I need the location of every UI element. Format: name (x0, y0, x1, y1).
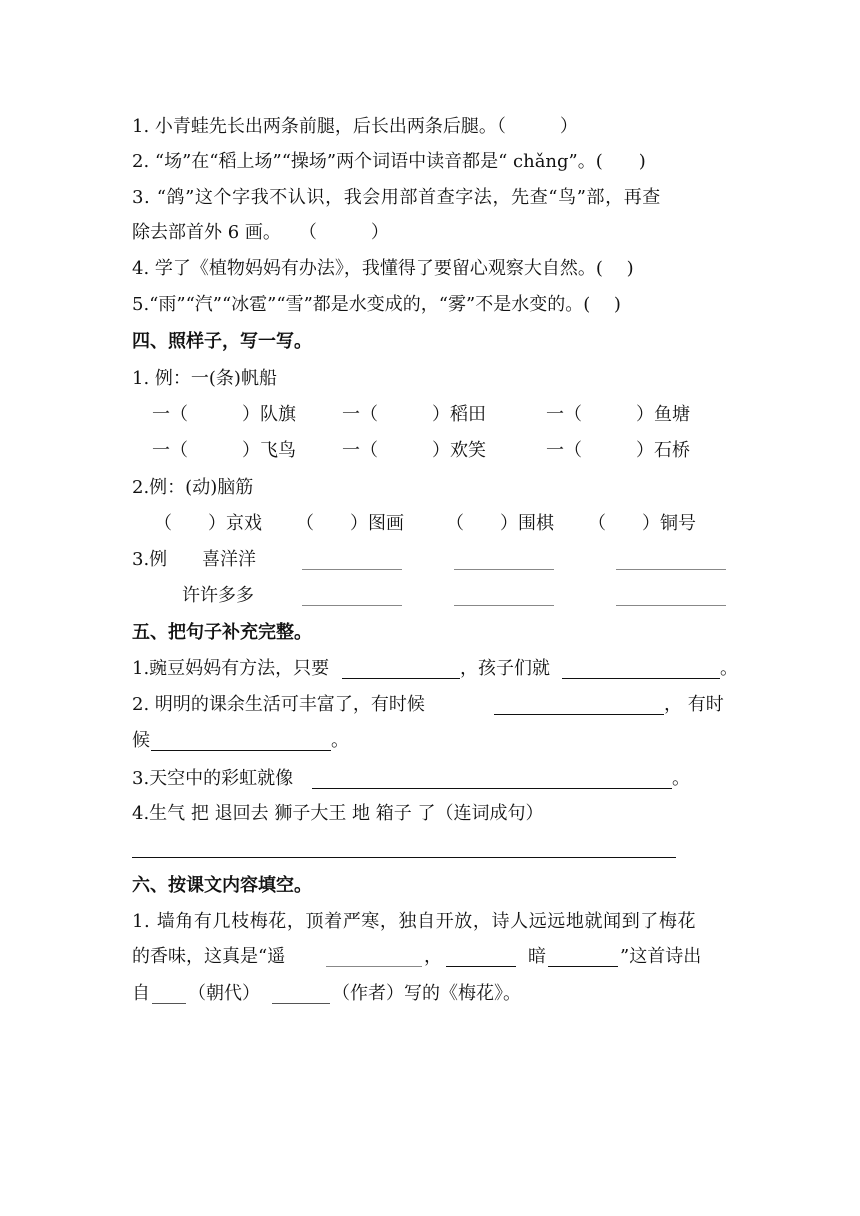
answer-line (272, 1003, 330, 1004)
section-4-heading: 四、照样子，写一写。 (132, 331, 312, 352)
sentence-2-part: 2. 明明的课余生活可丰富了，有时候 (132, 694, 425, 715)
section-5-heading: 五、把句子补充完整。 (132, 622, 312, 643)
sentence-2-part: 候 (132, 730, 150, 751)
q3-word: 许许多多 (182, 585, 254, 606)
q1-item: 一（ ）稻田 (342, 404, 486, 425)
answer-line (454, 605, 554, 606)
poem-line-2-part: 的香味，这真是“遥 (132, 946, 286, 967)
poem-line-2-part: ， (424, 946, 442, 967)
judge-item-1: 1. 小青蛙先长出两条前腿，后长出两条后腿。（ ） (132, 116, 578, 137)
answer-line (151, 750, 331, 751)
judge-item-3: 3. “鸽”这个字我不认识，我会用部首查字法，先查“鸟”部，再查 (132, 187, 661, 208)
q2-item: （ ）图画 (296, 513, 404, 534)
sentence-3-part: 3.天空中的彩虹就像 (132, 768, 294, 789)
q2-item: （ ）铜号 (588, 513, 696, 534)
sentence-2-part: 。 (331, 730, 349, 751)
sentence-3-part: 。 (672, 768, 690, 789)
answer-line (616, 569, 726, 570)
poem-line-3-part: 自 (132, 983, 150, 1004)
answer-line (312, 788, 672, 789)
q1-item: 一（ ）石桥 (546, 440, 690, 461)
q3-label: 3.例 (132, 549, 168, 570)
answer-line (152, 1003, 186, 1004)
q3-word: 喜洋洋 (202, 549, 256, 570)
judge-item-5: 5.“雨”“汽”“冰雹”“雪”都是水变成的，“雾”不是水变的。( ) (132, 294, 621, 315)
answer-line (616, 605, 726, 606)
poem-line-1: 1. 墙角有几枝梅花，顶着严寒，独自开放，诗人远远地就闻到了梅花 (132, 911, 697, 932)
judge-item-3-cont: 除去部首外 6 画。 （ ） (132, 222, 389, 243)
answer-line (494, 714, 664, 715)
answer-line (302, 605, 402, 606)
poem-line-3-part: （朝代） (188, 983, 260, 1004)
sentence-1-part: ，孩子们就 (460, 658, 550, 679)
answer-line (548, 966, 618, 967)
q2-example: 2.例：(动)脑筋 (132, 477, 254, 498)
sentence-1-part: 。 (720, 658, 738, 679)
answer-line (446, 966, 516, 967)
sentence-2-part: ， 有时 (664, 694, 724, 715)
q1-example: 1. 例：一(条)帆船 (132, 368, 277, 389)
answer-line (342, 678, 460, 679)
judge-item-2: 2. “场”在“稻上场”“操场”两个词语中读音都是“ chǎng”。( ) (132, 151, 646, 172)
poem-line-3-part: （作者）写的《梅花》。 (332, 983, 521, 1004)
poem-line-2-part: ”这首诗出 (620, 946, 702, 967)
section-6-heading: 六、按课文内容填空。 (132, 875, 312, 896)
answer-line (454, 569, 554, 570)
q2-item: （ ）京戏 (154, 513, 262, 534)
sentence-1-part: 1.豌豆妈妈有方法，只要 (132, 658, 330, 679)
q1-item: 一（ ）鱼塘 (546, 404, 690, 425)
judge-item-4: 4. 学了《植物妈妈有办法》，我懂得了要留心观察大自然。( ) (132, 258, 634, 279)
q1-item: 一（ ）欢笑 (342, 440, 486, 461)
sentence-4: 4.生气 把 退回去 狮子大王 地 箱子 了（连词成句） (132, 803, 544, 824)
answer-line (326, 966, 422, 967)
answer-line (302, 569, 402, 570)
poem-line-2-part: 暗 (528, 946, 546, 967)
answer-line (562, 678, 720, 679)
q1-item: 一（ ）飞鸟 (152, 440, 296, 461)
q1-item: 一（ ）队旗 (152, 404, 296, 425)
q2-item: （ ）围棋 (446, 513, 554, 534)
answer-line (132, 857, 676, 858)
